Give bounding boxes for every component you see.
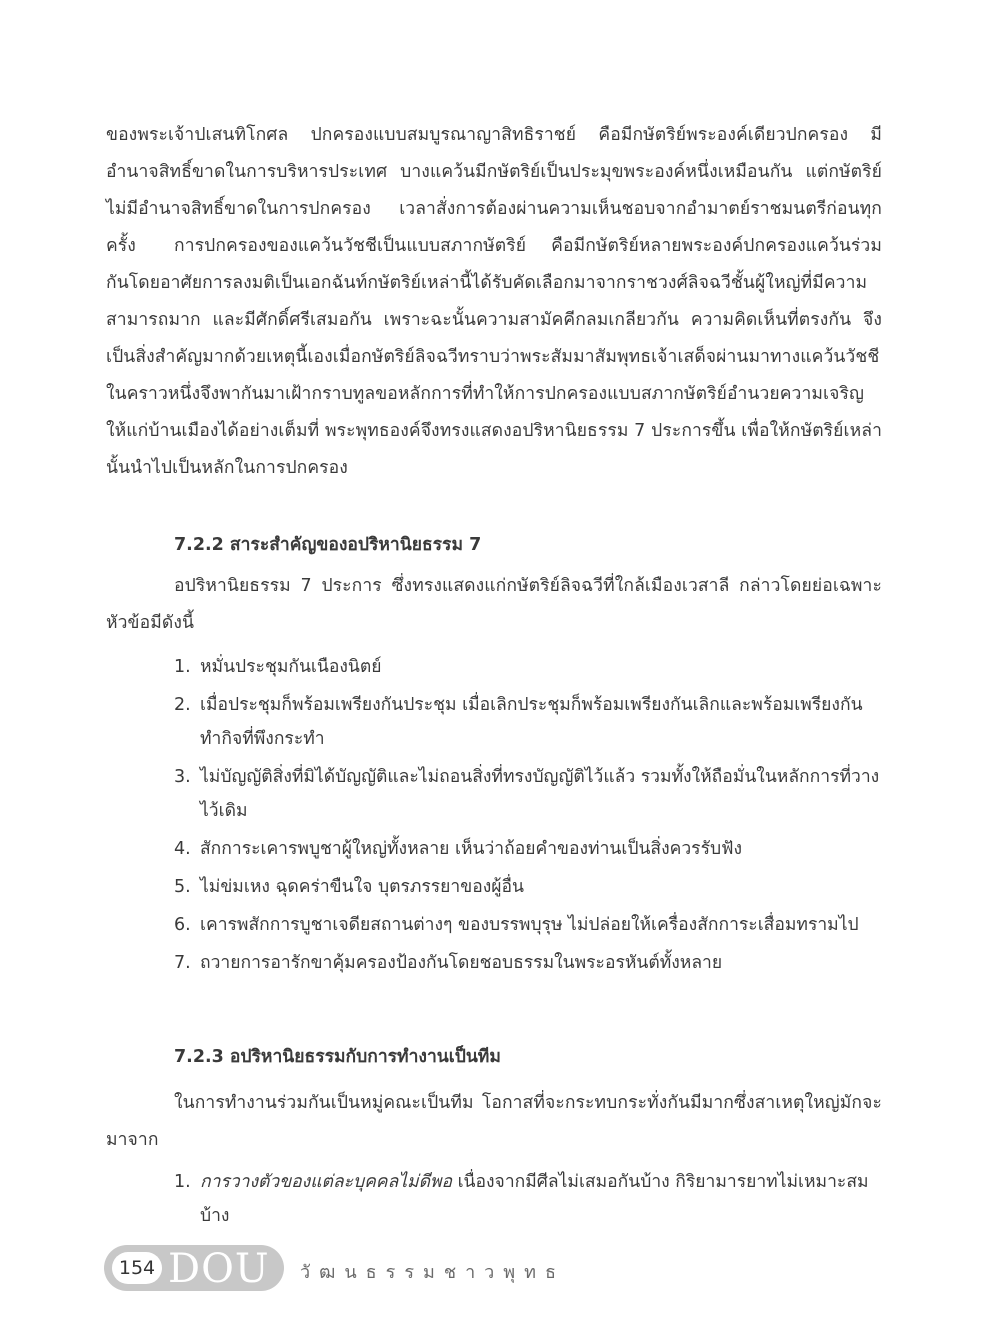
book-title: วัฒนธรรมชาวพุทธ — [300, 1262, 566, 1283]
paragraph-teamwork-intro: ในการทำงานร่วมกันเป็นหมู่คณะเป็นทีม โอกาสที่จะกระทบกระทั่งกันมีมากซึ่งสาเหตุใหญ่มักจะมาจาก — [106, 1093, 882, 1150]
list-item: 2. เมื่อประชุมก็พร้อมเพรียงกันประชุม เมื่อเลิกประชุมก็พร้อมเพรียงกันเลิกและพร้อมเพรียงกันทำกิจที่พึงกระทำ — [174, 695, 863, 749]
page-number: 154 — [112, 1252, 162, 1284]
dou-logo: DOU — [168, 1246, 270, 1292]
list-item: 4. สักการะเคารพบูชาผู้ใหญ่ทั้งหลาย เห็นว่าถ้อยคำของท่านเป็นสิ่งควรรับฟัง — [174, 839, 743, 859]
section-heading-7-2-3: 7.2.3 อปริหานิยธรรมกับการทำงานเป็นทีม — [174, 1047, 501, 1067]
footer-badge — [104, 1245, 284, 1291]
section-heading-7-2-2: 7.2.2 สาระสำคัญของอปริหานิยธรรม 7 — [174, 535, 482, 555]
list-item: 3. ไม่บัญญัติสิ่งที่มิได้บัญญัติและไม่ถอนสิ่งที่ทรงบัญญัติไว้แล้ว รวมทั้งให้ถือมั่นในหลักการที่วางไว้เดิม — [174, 767, 880, 821]
page-footer — [104, 1245, 704, 1291]
list-item: 5. ไม่ข่มเหง ฉุดคร่าขืนใจ บุตรภรรยาของผู้อื่น — [174, 877, 524, 897]
list-item: 1. การวางตัวของแต่ละบุคคลไม่ดีพอ เนื่องจากมีศีลไม่เสมอกันบ้าง กิริยามารยาทไม่เหมาะสมบ้าง — [174, 1172, 869, 1226]
paragraph-intro: ของพระเจ้าปเสนทิโกศล ปกครองแบบสมบูรณาญาสิทธิราชย์ คือมีกษัตริย์พระองค์เดียวปกครอง มีอำนาจสิทธิ์ขาดในการบริหารประเทศ บางแคว้นมีกษัตริย์เป็นประมุขพระองค์หนึ่งเหมือนกัน แต่กษัตริย์ไม่มีอำนาจสิทธิ์ขาดในการปกครอง เวลาสั่งการต้องผ่านความเห็นชอบจากอำมาตย์ราชมนตรีก่อนทุกครั้ง — [106, 125, 882, 256]
list-item-lead: การวางตัวของแต่ละบุคคลไม่ดีพอ — [200, 1172, 452, 1192]
paragraph-aparihaniya-intro: อปริหานิยธรรม 7 ประการ ซึ่งทรงแสดงแก่กษัตริย์ลิจฉวีที่ใกล้เมืองเวสาลี กล่าวโดยย่อเฉพาะหัวข้อมีดังนี้ — [106, 576, 882, 633]
paragraph-vajji-governance: การปกครองของแคว้นวัชชีเป็นแบบสภากษัตริย์ คือมีกษัตริย์หลายพระองค์ปกครองแคว้นร่วมกันโดยอาศัยการลงมติเป็นเอกฉันท์กษัตริย์เหล่านี้ได้รับคัดเลือกมาจากราชวงศ์ลิจฉวีชั้นผู้ใหญ่ที่มีความสามารถมาก และมีศักดิ์ศรีเสมอกัน เพราะฉะนั้นความสามัคคีกลมเกลียวกัน ความคิดเห็นที่ตรงกัน จึงเป็นสิ่งสำคัญมากด้วยเหตุนี้เองเมื่อกษัตริย์ลิจฉวีทราบว่าพระสัมมาสัมพุทธเจ้าเสด็จผ่านมาทางแคว้นวัชชีในคราวหนึ่งจึงพากันมาเฝ้ากราบทูลขอหลักการที่ทำให้การปกครองแบบสภากษัตริย์อำนวยความเจริญให้แก่บ้านเมืองได้อย่างเต็มที่ พระพุทธองค์จึงทรงแสดงอปริหานิยธรรม 7 ประการขึ้น เพื่อให้กษัตริย์เหล่านั้นนำไปเป็นหลักในการปกครอง — [106, 236, 882, 478]
list-item: 6. เคารพสักการบูชาเจดียสถานต่างๆ ของบรรพบุรุษ ไม่ปล่อยให้เครื่องสักการะเสื่อมทรามไป — [174, 915, 859, 935]
aparihaniya-list — [174, 650, 882, 984]
list-item: 7. ถวายการอารักขาคุ้มครองป้องกันโดยชอบธรรมในพระอรหันต์ทั้งหลาย — [174, 953, 723, 973]
teamwork-causes-list — [174, 1165, 882, 1237]
list-item: 1. หมั่นประชุมกันเนืองนิตย์ — [174, 657, 382, 677]
